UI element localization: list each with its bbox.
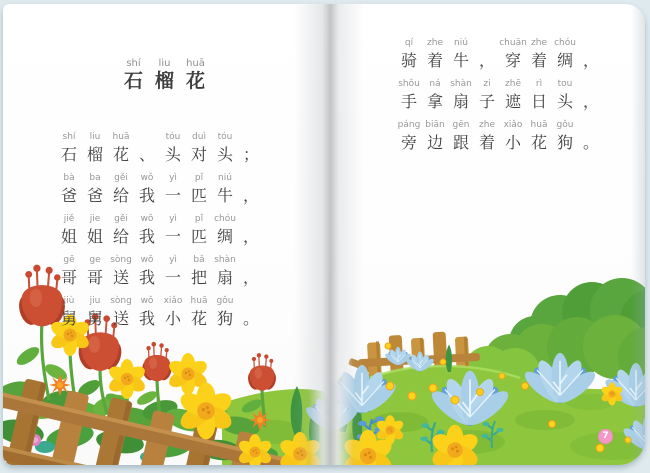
char-cell: chóu 绸 [214, 214, 236, 246]
char-cell: ， [242, 186, 259, 205]
char-cell: shí 石 [60, 132, 77, 164]
poem-line [396, 79, 604, 113]
char-cell: wǒ 我 [138, 255, 155, 287]
char-cell: páng 旁 [397, 120, 421, 152]
char-cell: shǒu 手 [398, 79, 420, 111]
char-cell: 。 [242, 309, 259, 328]
char-cell: chóu 绸 [554, 38, 576, 70]
char-cell: jie 姐 [86, 214, 103, 246]
page-gutter-highlight [309, 352, 353, 465]
char-cell: ， [242, 227, 259, 246]
char-cell: pǐ 匹 [190, 214, 207, 246]
char-cell: ， [242, 268, 259, 287]
char-cell: wǒ 我 [138, 173, 155, 205]
char-cell: chuān 穿 [499, 38, 527, 70]
char-cell: rì 日 [530, 79, 547, 111]
char-cell: yì 一 [164, 214, 181, 246]
char-cell: huā 花 [190, 296, 208, 328]
poem-line [56, 214, 264, 248]
page-curl-edge [631, 4, 645, 465]
char-cell: zhe 着 [426, 38, 443, 70]
char-cell: wǒ 我 [138, 296, 155, 328]
left-page-poem [56, 132, 264, 330]
char-cell: zi 子 [478, 79, 495, 111]
poem-line [118, 58, 211, 94]
char-cell: pǐ 匹 [190, 173, 207, 205]
char-cell: shàn 扇 [450, 79, 472, 111]
poem-line [56, 132, 264, 166]
poem-line [396, 38, 604, 72]
char-cell: wǒ 我 [138, 214, 155, 246]
char-cell: xiǎo 小 [163, 296, 183, 328]
char-cell: zhe 着 [478, 120, 495, 152]
char-cell: bà 爸 [60, 173, 77, 205]
char-cell: yì 一 [164, 173, 181, 205]
char-cell: gěi 给 [112, 173, 129, 205]
char-cell: huā 花 [530, 120, 548, 152]
char-cell: yì 一 [164, 255, 181, 287]
char-cell: zhe 着 [530, 38, 547, 70]
poem-line [56, 255, 264, 289]
char-cell: sòng 送 [110, 255, 132, 287]
char-cell: ， [582, 51, 599, 70]
right-page-poem [396, 38, 604, 154]
char-cell: 、 [138, 145, 155, 164]
char-cell: gǒu 狗 [556, 120, 574, 152]
poem-line [56, 173, 264, 207]
char-cell: niú 牛 [452, 38, 469, 70]
char-cell: xiǎo 小 [503, 120, 523, 152]
char-cell: ge 哥 [86, 255, 103, 287]
char-cell: sòng 送 [110, 296, 132, 328]
char-cell: shàn 扇 [214, 255, 236, 287]
char-cell: ， [478, 51, 495, 70]
char-cell: ； [242, 145, 259, 164]
char-cell: liu 榴 [86, 132, 103, 164]
char-cell: gěi 给 [112, 214, 129, 246]
char-cell: bǎ 把 [190, 255, 207, 287]
char-cell: liu 榴 [154, 58, 174, 92]
char-cell: ， [582, 92, 599, 111]
char-cell: zhē 遮 [504, 79, 521, 111]
char-cell: tou 头 [556, 79, 573, 111]
char-cell: 。 [582, 133, 599, 152]
char-cell: tóu 头 [216, 132, 233, 164]
char-cell: qí 骑 [400, 38, 417, 70]
char-cell: biān 边 [425, 120, 445, 152]
char-cell: jiu 舅 [86, 296, 103, 328]
char-cell: niú 牛 [216, 173, 233, 205]
poem-line [396, 120, 604, 154]
char-cell: shí 石 [123, 58, 143, 92]
poem-title [118, 58, 211, 94]
char-cell: gē 哥 [60, 255, 77, 287]
char-cell: duì 对 [190, 132, 207, 164]
char-cell: tóu 头 [164, 132, 181, 164]
char-cell: ná 拿 [426, 79, 443, 111]
page-number-badge: 7 [598, 429, 613, 444]
char-cell: jiù 舅 [60, 296, 77, 328]
poem-line [56, 296, 264, 330]
char-cell: jiě 姐 [60, 214, 77, 246]
char-cell: gǒu 狗 [216, 296, 234, 328]
char-cell: huā 花 [185, 58, 205, 92]
char-cell: huā 花 [112, 132, 130, 164]
char-cell: ba 爸 [86, 173, 103, 205]
char-cell: gēn 跟 [452, 120, 470, 152]
